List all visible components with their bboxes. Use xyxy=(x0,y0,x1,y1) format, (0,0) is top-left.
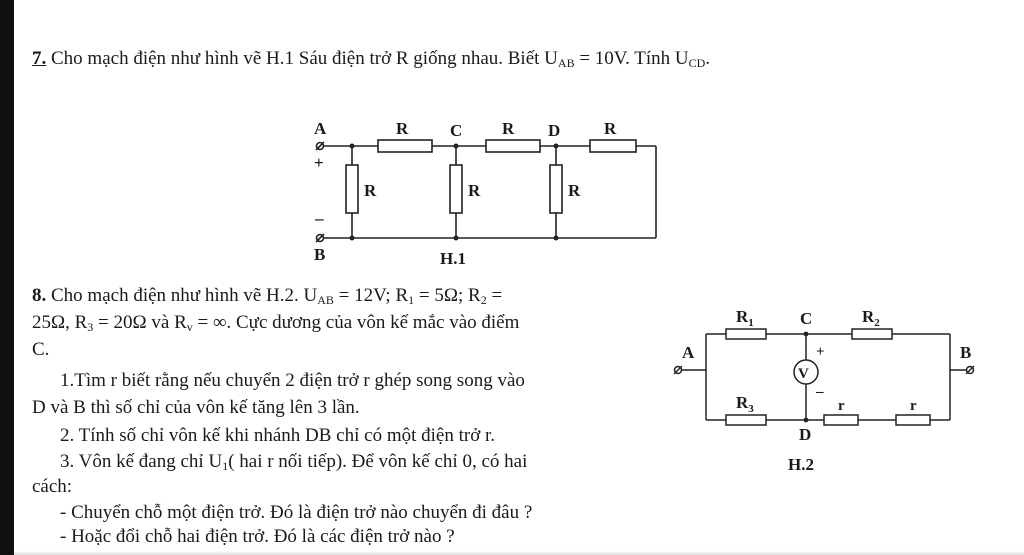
h1-label-a: A xyxy=(314,119,327,138)
h2-resistor-r1 xyxy=(726,329,766,339)
problem-7-statement: 7. Cho mạch điện như hình vẽ H.1 Sáu điện trở R giống nhau. Biết $U_{AB} = 10V$. Tính $U_{CD}$. xyxy=(32,48,710,70)
problem-8-question-1-line-2: D và B thì số chỉ của vôn kế tăng lên 3 lần. xyxy=(32,397,360,418)
h1-label-r-va: R xyxy=(364,181,377,200)
h2-resistor-r-first xyxy=(824,415,858,425)
h1-resistor-vertical-a xyxy=(346,165,358,213)
h2-label-r-first: r xyxy=(838,398,845,414)
h1-label-r-vd: R xyxy=(568,181,581,200)
problem-8-option-1: - Chuyển chỗ một điện trở. Đó là điện trở nào chuyển đi đâu ? xyxy=(60,502,533,523)
problem-8-question-2: 2. Tính số chỉ vôn kế khi nhánh DB chỉ có một điện trở r. xyxy=(60,425,496,446)
h1-label-minus: – xyxy=(315,209,324,228)
h1-label-r-cd: R xyxy=(502,119,515,138)
h2-voltmeter-minus: – xyxy=(816,384,824,400)
problem-8-question-1-line-1: 1.Tìm r biết rằng nếu chuyển 2 điện trở r ghép song song vào xyxy=(60,370,525,391)
h2-label-r3: $R_3$ xyxy=(736,393,754,415)
h1-resistor-d-end xyxy=(590,140,636,152)
h2-label-c: C xyxy=(800,309,813,328)
problem-8-question-3-line-2: cách: xyxy=(32,476,73,497)
h2-voltmeter-label: V xyxy=(798,366,809,382)
h1-resistor-cd xyxy=(486,140,540,152)
h1-label-b: B xyxy=(314,245,326,264)
problem-8-line-2: 25Ω, $R_3 = 20\Omega$ và $R_v$ = ∞. Cực dương của vôn kế mắc vào điểm xyxy=(32,312,520,334)
h2-voltmeter-plus: + xyxy=(816,344,825,360)
h2-label-d: D xyxy=(799,425,812,444)
circuit-figure-h2 xyxy=(664,298,1004,488)
problem-7-number: 7. xyxy=(32,48,47,69)
h1-resistor-vertical-d xyxy=(550,165,562,213)
problem-8-line-1: 8. Cho mạch điện như hình vẽ H.2. $U_{AB} = 12V$; $R_1 = 5\Omega$; $R_2$ = xyxy=(32,285,503,307)
h1-label-r-vc: R xyxy=(468,181,481,200)
problem-8-option-2: - Hoặc đổi chỗ hai điện trở. Đó là các điện trở nào ? xyxy=(60,526,455,547)
h1-label-d: D xyxy=(548,121,561,140)
h2-resistor-r2 xyxy=(852,329,892,339)
h1-resistor-ac xyxy=(378,140,432,152)
h1-label-r-ac: R xyxy=(396,119,409,138)
h2-caption: H.2 xyxy=(788,455,814,474)
problem-8-question-3-line-1: 3. Vôn kế đang chỉ $U_1$( hai r nối tiếp). Để vôn kế chỉ 0, có hai xyxy=(60,451,528,473)
left-black-edge xyxy=(0,0,14,555)
h1-label-plus: + xyxy=(314,153,324,172)
h2-resistor-r3 xyxy=(726,415,766,425)
circuit-figure-h1 xyxy=(290,110,670,270)
problem-8-number: 8. xyxy=(32,285,47,306)
h2-label-r1: $R_1$ xyxy=(736,307,754,329)
problem-8-line-3: C. xyxy=(32,339,50,360)
h2-label-r-second: r xyxy=(910,398,917,414)
h1-label-r-end: R xyxy=(604,119,617,138)
h2-label-b: B xyxy=(960,343,972,362)
h2-label-r2: $R_2$ xyxy=(862,307,880,329)
page-bottom-edge xyxy=(14,551,1024,555)
h1-resistor-vertical-c xyxy=(450,165,462,213)
h2-label-a: A xyxy=(682,343,695,362)
h2-resistor-r-second xyxy=(896,415,930,425)
h1-label-c: C xyxy=(450,121,463,140)
h1-caption: H.1 xyxy=(440,249,466,268)
